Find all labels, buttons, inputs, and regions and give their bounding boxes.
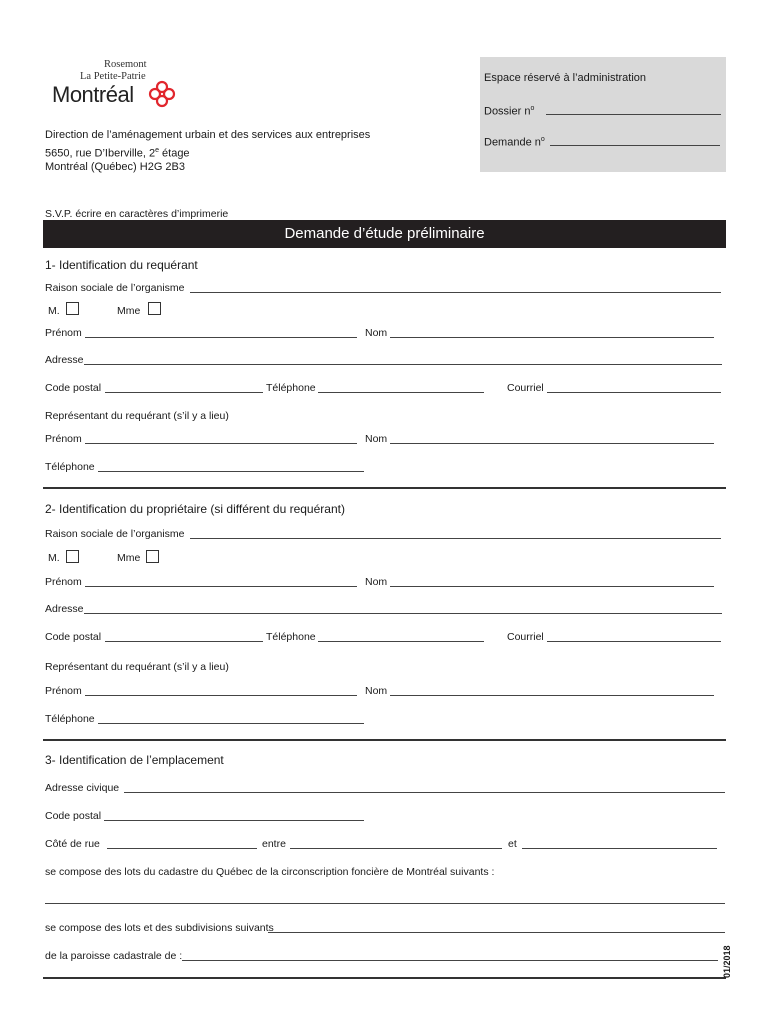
s2-courriel-label: Courriel xyxy=(507,631,544,643)
s1-nom-field[interactable] xyxy=(390,337,714,338)
s1-telephone-label: Téléphone xyxy=(266,382,316,394)
section1-title: 1- Identification du requérant xyxy=(45,258,198,272)
s3-code-postal-field[interactable] xyxy=(104,820,364,821)
section-divider xyxy=(43,487,726,489)
logo-city: Montréal xyxy=(52,82,134,107)
s3-paroisse-label: de la paroisse cadastrale de : xyxy=(45,950,183,962)
s1-m-checkbox[interactable] xyxy=(66,302,79,315)
s3-entre-field[interactable] xyxy=(290,848,502,849)
logo-borough-line2: La Petite-Patrie xyxy=(80,71,146,82)
s2-rep-prenom-label: Prénom xyxy=(45,685,82,697)
s2-prenom-label: Prénom xyxy=(45,576,82,588)
address-line2: 5650, rue D’Iberville, 2e étage xyxy=(45,147,190,160)
admin-title: Espace réservé à l’administration xyxy=(484,72,647,84)
s1-rep-nom-label: Nom xyxy=(365,433,388,445)
s3-adresse-civique-label: Adresse civique xyxy=(45,782,120,794)
s2-code-postal-label: Code postal xyxy=(45,631,102,643)
s3-lots-subdivisions-label: se compose des lots et des subdivisions suivants xyxy=(45,922,274,934)
address-line1: Direction de l’aménagement urbain et des services aux entreprises xyxy=(45,129,371,141)
s1-representant-label: Représentant du requérant (s’il y a lieu) xyxy=(45,410,229,422)
s1-prenom-field[interactable] xyxy=(85,337,357,338)
s2-courriel-field[interactable] xyxy=(547,641,721,642)
s2-raison-sociale-label: Raison sociale de l’organisme xyxy=(45,528,185,540)
print-instruction: S.V.P. écrire en caractères d’imprimerie xyxy=(45,208,229,220)
s2-mme-checkbox[interactable] xyxy=(146,550,159,563)
s3-lots-subdivisions-field[interactable] xyxy=(268,932,725,933)
s2-m-checkbox[interactable] xyxy=(66,550,79,563)
s1-mme-label: Mme xyxy=(117,305,141,317)
s3-lots-cadastre-label: se compose des lots du cadastre du Québec de la circonscription foncière de Montréal suivants : xyxy=(45,866,495,878)
s3-lots-cadastre-field[interactable] xyxy=(45,903,725,904)
admin-dossier-field[interactable] xyxy=(546,114,721,115)
s2-nom-field[interactable] xyxy=(390,586,714,587)
address-line3: Montréal (Québec) H2G 2B3 xyxy=(45,161,186,173)
s2-telephone-label: Téléphone xyxy=(266,631,316,643)
s3-cote-de-rue-label: Côté de rue xyxy=(45,838,100,850)
s1-raison-sociale-field[interactable] xyxy=(190,292,721,293)
s1-rep-telephone-label: Téléphone xyxy=(45,461,95,473)
s3-et-label: et xyxy=(508,838,517,850)
admin-demande-label: Demande $n^o$ xyxy=(484,136,545,149)
s2-m-label: M. xyxy=(48,552,60,564)
s3-adresse-civique-field[interactable] xyxy=(124,792,725,793)
logo-borough-line1: Rosemont xyxy=(104,59,147,70)
s1-raison-sociale-label: Raison sociale de l’organisme xyxy=(45,282,185,294)
section-divider xyxy=(43,739,726,741)
s1-rep-prenom-label: Prénom xyxy=(45,433,82,445)
s1-rep-prenom-field[interactable] xyxy=(85,443,357,444)
s3-et-field[interactable] xyxy=(522,848,717,849)
s2-rep-telephone-label: Téléphone xyxy=(45,713,95,725)
s2-rep-nom-field[interactable] xyxy=(390,695,714,696)
s1-rep-telephone-field[interactable] xyxy=(98,471,364,472)
s1-telephone-field[interactable] xyxy=(318,392,484,393)
s2-adresse-field[interactable] xyxy=(84,613,722,614)
s1-mme-checkbox[interactable] xyxy=(148,302,161,315)
s2-prenom-field[interactable] xyxy=(85,586,357,587)
s1-m-label: M. xyxy=(48,305,60,317)
s3-entre-label: entre xyxy=(262,838,286,850)
section2-title: 2- Identification du propriétaire (si différent du requérant) xyxy=(45,502,345,516)
s2-adresse-label: Adresse xyxy=(45,603,84,615)
s1-adresse-field[interactable] xyxy=(84,364,722,365)
s1-rep-nom-field[interactable] xyxy=(390,443,714,444)
form-version: 01/2018 xyxy=(722,945,732,978)
s2-rep-telephone-field[interactable] xyxy=(98,723,364,724)
s3-paroisse-field[interactable] xyxy=(182,960,718,961)
section3-title: 3- Identification de l’emplacement xyxy=(45,753,224,767)
s1-adresse-label: Adresse xyxy=(45,354,84,366)
s1-prenom-label: Prénom xyxy=(45,327,82,339)
s1-code-postal-label: Code postal xyxy=(45,382,102,394)
s2-nom-label: Nom xyxy=(365,576,388,588)
s2-rep-prenom-field[interactable] xyxy=(85,695,357,696)
s3-cote-de-rue-field[interactable] xyxy=(107,848,257,849)
admin-dossier-label: Dossier $n^o$ xyxy=(484,105,535,118)
s2-mme-label: Mme xyxy=(117,552,141,564)
s2-raison-sociale-field[interactable] xyxy=(190,538,721,539)
admin-demande-field[interactable] xyxy=(550,145,720,146)
s1-code-postal-field[interactable] xyxy=(105,392,263,393)
form-title-banner: Demande d’étude préliminaire xyxy=(43,220,726,248)
s1-courriel-field[interactable] xyxy=(547,392,721,393)
s3-code-postal-label: Code postal xyxy=(45,810,102,822)
s2-telephone-field[interactable] xyxy=(318,641,484,642)
s1-courriel-label: Courriel xyxy=(507,382,544,394)
s2-rep-nom-label: Nom xyxy=(365,685,388,697)
section-divider xyxy=(43,977,726,979)
s2-code-postal-field[interactable] xyxy=(105,641,263,642)
s1-nom-label: Nom xyxy=(365,327,388,339)
s2-representant-label: Représentant du requérant (s’il y a lieu) xyxy=(45,661,229,673)
montreal-rosette-icon xyxy=(148,80,176,108)
